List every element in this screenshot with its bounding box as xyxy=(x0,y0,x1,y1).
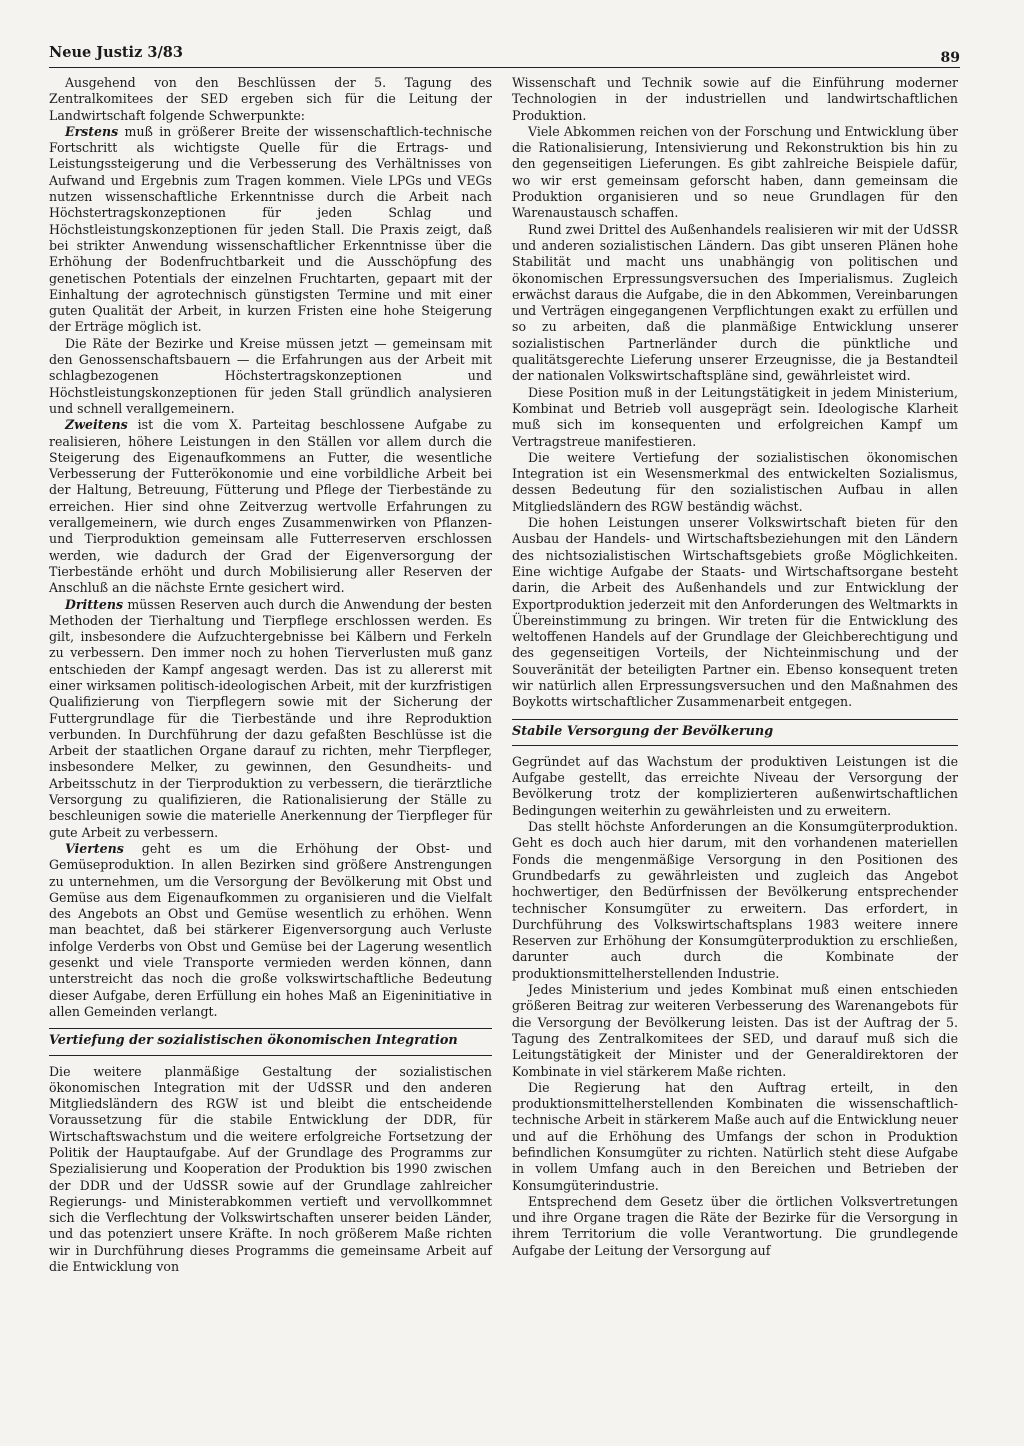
paragraph xyxy=(49,417,492,596)
paragraph: Jedes Ministerium und jedes Kombinat muß einen entschieden größeren Beitrag zur weiteren Verbesserung des Warenangebots für die Versorgung der Bevölkerung leisten. Das ist der Auftrag der 5. Tagung des Zentralkomitees der SED, und darauf muß sich die Leitungstätigkeit der Minister und der Generaldirektoren der Kombinate in viel stärkerem Maße richten. xyxy=(512,982,958,1079)
paragraph-lead: Viertens xyxy=(65,840,124,856)
page-header xyxy=(49,44,960,66)
left-column xyxy=(49,75,492,1275)
paragraph: Gegründet auf das Wachstum der produktiven Leistungen ist die Aufgabe gestellt, das erreichte Niveau der Versorgung der Bevölkerung trotz der komplizierteren außenwirtschaftlichen Bedingungen weiterhin zu gewährleisten und zu erweitern. xyxy=(512,753,958,818)
paragraph xyxy=(49,597,492,841)
paragraph xyxy=(49,841,492,1020)
paragraph-lead: Erstens xyxy=(65,123,119,139)
section-heading: Vertiefung der sozialistischen ökonomischen Integration xyxy=(49,1028,492,1055)
paragraph-body: geht es um die Erhöhung der Obst- und Gemüseproduktion. In allen Bezirken sind größere Anstrengungen zu unternehmen, um die Versorgung der Bevölkerung mit Obst und Gemüse aus dem Eigenaufkommen zu organisieren und die Vielfalt des Angebots an Obst und Gemüse wesentlich zu erhöhen. Wenn man beachtet, daß bei stärkerer Eigenversorgung auch Verluste infolge Verderbs von Obst und Gemüse bei der Lagerung wesentlich gesenkt und viele Transporte vermieden werden können, dann unterstreicht das noch die große volkswirtschaftliche Bedeutung dieser Aufgabe, deren Erfüllung ein hohes Maß an Eigeninitiative in allen Gemeinden verlangt. xyxy=(49,840,492,1019)
page-number: 89 xyxy=(940,50,960,66)
paragraph: Die Regierung hat den Auftrag erteilt, in den produktionsmittelherstellenden Kombinaten die wissenschaftlich-technische Arbeit in stärkerem Maße auch auf die Entwicklung neuer und auf die Erhöhung des Umfangs der schon in Produktion befindlichen Konsumgüter zu richten. Natürlich steht diese Aufgabe in vollem Umfang auch in den Bereichen und Betrieben der Konsumgüterindustrie. xyxy=(512,1079,958,1193)
paragraph: Diese Position muß in der Leitungstätigkeit in jedem Ministerium, Kombinat und Betrieb voll ausgeprägt sein. Ideologische Klarheit muß sich im konsequenten und erfolgreichen Kampf um Vertragstreue manifestieren. xyxy=(512,384,958,449)
paragraph: Die weitere planmäßige Gestaltung der sozialistischen ökonomischen Integration mit der UdSSR und den anderen Mitgliedsländern des RGW ist und bleibt die entscheidende Voraussetzung für die stabile Entwicklung der DDR, für Wirtschaftswachstum und die weitere erfolgreiche Fortsetzung der Politik der Hauptaufgabe. Auf der Grundlage des Programms zur Spezialisierung und Kooperation der Produktion bis 1990 zwischen der DDR und der UdSSR sowie auf der Grundlage zahlreicher Regierungs- und Ministerabkommen vertieft und vervollkommnet sich die Verflechtung der Volkswirtschaften unserer beiden Länder, und das potenziert unsere Kräfte. In noch größerem Maße richten wir in Durchführung dieses Programms die gemeinsame Arbeit auf die Entwicklung von xyxy=(49,1063,492,1275)
paragraph: Viele Abkommen reichen von der Forschung und Entwicklung über die Rationalisierung, Intensivierung und Rekonstruktion bis hin zu den gegenseitigen Lieferungen. Es gibt zahlreiche Beispiele dafür, wo wir erst gemeinsam geforscht haben, dann gemeinsam die Produktion organisieren und so neue Grundlagen für den Warenaustausch schaffen. xyxy=(512,123,958,221)
paragraph-lead: Drittens xyxy=(65,596,124,612)
section-heading: Stabile Versorgung der Bevölkerung xyxy=(512,719,958,746)
paragraph-lead: Zweitens xyxy=(65,417,128,433)
paragraph: Das stellt höchste Anforderungen an die Konsumgüterproduktion. Geht es doch auch hier darum, mit den vorhandenen materiellen Fonds die mengenmäßige Versorgung in den Positionen des Grundbedarfs zu gewährleisten und zugleich das Angebot hochwertiger, den Bedürfnissen der Bevölkerung entsprechender technischer Konsumgüter zu erweitern. Das erfordert, in Durchführung des Volkswirtschaftsplans 1983 weitere innere Reserven zur Erhöhung der Konsumgüterproduktion zu erschließen, darunter auch durch die Kombinate der produktionsmittelherstellenden Industrie. xyxy=(512,819,958,981)
paragraph: Wissenschaft und Technik sowie auf die Einführung moderner Technologien in der industriellen und landwirtschaftlichen Produktion. xyxy=(512,75,958,123)
paragraph-body: muß in größerer Breite der wissenschaftlich-technische Fortschritt als wichtigste Quelle für die Ertrags- und Leistungssteigerung und die Verbesserung des Verhältnisses von Aufwand und Ergebnis zum Tragen kommen. Viele LPGs und VEGs nutzen wissenschaftliche Erkenntnisse durch die Arbeit nach Höchstertragskonzeptionen für jeden Schlag und Höchstleistungskonzeptionen für jeden Stall. Die Praxis zeigt, daß bei strikter Anwendung wissenschaftlicher Erkenntnisse über die Erhöhung der Bodenfruchtbarkeit und die Ausschöpfung des genetischen Potentials der einzelnen Fruchtarten, gepaart mit der Einhaltung der agrotechnisch günstigsten Termine und mit einer guten Qualität der Arbeit, in kurzen Fristen eine hohe Steigerung der Erträge möglich ist. xyxy=(49,123,492,335)
paragraph: Die weitere Vertiefung der sozialistischen ökonomischen Integration ist ein Wesensmerkmal des entwickelten Sozialismus, dessen Bedeutung für den sozialistischen Aufbau in allen Mitgliedsländern des RGW beständig wächst. xyxy=(512,449,958,514)
paragraph: Rund zwei Drittel des Außenhandels realisieren wir mit der UdSSR und anderen sozialistischen Ländern. Das gibt unseren Plänen hohe Stabilität und macht uns unabhängig von politischen und ökonomischen Erpressungsversuchen des Imperialismus. Zugleich erwächst daraus die Aufgabe, die in den Abkommen, Vereinbarungen und Verträgen eingegangenen Verpflichtungen exakt zu erfüllen und so zu arbeiten, daß die planmäßige Entwicklung unserer sozialistischen Partnerländer durch die pünktliche und qualitätsgerechte Lieferung unserer Erzeugnisse, die ja Bestandteil der nationalen Volkswirtschaftspläne sind, gewährleistet wird. xyxy=(512,221,958,384)
paragraph-body: müssen Reserven auch durch die Anwendung der besten Methoden der Tierhaltung und Tierpflege erschlossen werden. Es gilt, insbesondere die Aufzuchtergebnisse bei Kälbern und Ferkeln zu verbessern. Den immer noch zu hohen Tierverlusten muß ganz entschieden der Kampf angesagt werden. Das ist zu allererst mit einer wirksamen politisch-ideologischen Arbeit, mit der kurzfristigen Qualifizierung von Tierpflegern sowie mit der Sicherung der Futtergrundlage für die Tierbestände und ihre Reproduktion verbunden. In Durchführung der dazu gefaßten Beschlüsse ist die Arbeit der staatlichen Organe darauf zu richten, mehr Tierpfleger, insbesondere Melker, zu gewinnen, den Gesundheits- und Arbeitsschutz in der Tierproduktion zu verbessern, die tierärztliche Versorgung zu qualifizieren, die Rationalisierung der Ställe zu beschleunigen sowie die materielle Anerkennung der Tierpfleger für gute Arbeit zu verbessern. xyxy=(49,596,492,840)
paragraph-body: ist die vom X. Parteitag beschlossene Aufgabe zu realisieren, höhere Leistungen in den Ställen vor allem durch die Steigerung des Eigenaufkommens an Futter, die wesentliche Verbesserung der Futterökonomie und eine vorbildliche Arbeit bei der Haltung, Betreuung, Fütterung und Pflege der Tierbestände zu erreichen. Hier sind ohne Zeitverzug wertvolle Erfahrungen zu verallgemeinern, wie durch enges Zusammenwirken von Pflanzen- und Tierproduktion gemeinsam alle Futterreserven erschlossen werden, wie dadurch der Grad der Eigenversorgung der Tierbestände erhöht und durch Mobilisierung aller Reserven der Anschluß an die nächste Ernte gesichert wird. xyxy=(49,417,492,596)
header-rule xyxy=(49,67,960,68)
paragraph: Ausgehend von den Beschlüssen der 5. Tagung des Zentralkomitees der SED ergeben sich für die Leitung der Landwirtschaft folgende Schwerpunkte: xyxy=(49,75,492,123)
right-column xyxy=(512,75,958,1259)
paragraph xyxy=(49,124,492,336)
journal-title: Neue Justiz 3/83 xyxy=(49,44,183,61)
paragraph: Die hohen Leistungen unserer Volkswirtschaft bieten für den Ausbau der Handels- und Wirtschaftsbeziehungen mit den Ländern des nichtsozialistischen Wirtschaftsgebiets große Möglichkeiten. Eine wichtige Aufgabe der Staats- und Wirtschaftsorgane besteht darin, die Arbeit des Außenhandels und zur Entwicklung der Exportproduktion jederzeit mit den Anforderungen des Weltmarkts in Übereinstimmung zu bringen. Wir treten für die Entwicklung des weltoffenen Handels auf der Grundlage der Gleichberechtigung und des gegenseitigen Vorteils, der Nichteinmischung und der Souveränität der beteiligten Partner ein. Ebenso konsequent treten wir natürlich allen Erpressungsversuchen und den Maßnahmen des Boykotts wirtschaftlicher Zusammenarbeit entgegen. xyxy=(512,515,958,710)
paragraph: Die Räte der Bezirke und Kreise müssen jetzt — gemeinsam mit den Genossenschaftsbauern — die Erfahrungen aus der Arbeit mit schlagbezogenen Höchstertragskonzeptionen und Höchstleistungskonzeptionen für jeden Stall gründlich analysieren und schnell verallgemeinern. xyxy=(49,335,492,416)
paragraph: Entsprechend dem Gesetz über die örtlichen Volksvertretungen und ihre Organe tragen die Räte der Bezirke für die Versorgung in ihrem Territorium die volle Verantwortung. Die grundlegende Aufgabe der Leitung der Versorgung auf xyxy=(512,1193,958,1258)
